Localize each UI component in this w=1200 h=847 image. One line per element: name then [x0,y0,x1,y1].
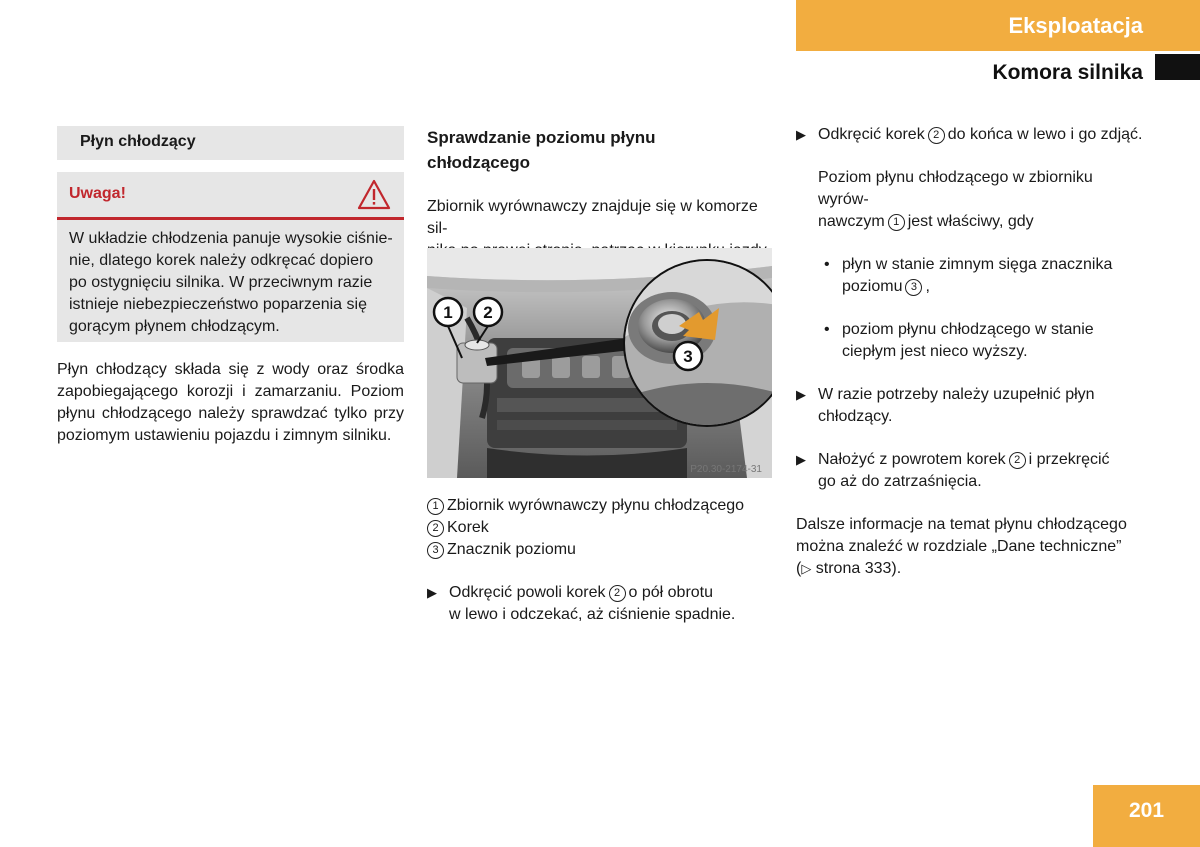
page-number: 201 [1093,785,1200,847]
bullet-warm-level [796,319,1143,363]
step-arrow-icon: ▶ [796,127,806,142]
step-text-part: Odkręcić korek [818,126,925,143]
text-part: Nałożyć z powrotem korek [818,451,1006,468]
chapter-title: Komora silnika [992,61,1143,84]
legend-text: Znacznik poziomu [447,541,576,558]
bullet-dot-icon: • [824,321,830,338]
text-part: i przekręcić [1028,451,1110,468]
text-part: , [925,278,930,295]
step-text-part: o pół obrotu [628,584,714,601]
legend-text: Korek [447,519,489,536]
warning-line: istnieje niebezpieczeństwo poparzenia się [69,296,367,313]
warning-triangle-icon [357,179,391,210]
bullet-dot-icon: • [824,256,830,273]
warning-line: nie, dlatego korek należy odkręcać dopiero [69,252,374,269]
step-text-part: Odkręcić powoli korek [449,584,606,601]
step-arrow-icon: ▶ [796,452,806,467]
photo-code: P20.30-2174-31 [690,464,762,475]
text-line: go aż do zatrzaśnięcia. [818,473,982,490]
step-unscrew-slowly [427,582,772,626]
heading-line: Sprawdzanie poziomu płynu [427,128,656,147]
warning-line: po ostygnięciu silnika. W przeciwnym razie [69,274,373,291]
step-refit-cap [796,449,1143,493]
svg-text:1: 1 [443,303,453,322]
number-1-icon: 1 [888,214,905,231]
number-3-icon: 3 [905,279,922,296]
legend-text: Zbiornik wyrównawczy płynu chłodzącego [447,497,745,514]
legend-item [427,539,772,561]
number-2-icon: 2 [928,127,945,144]
text-line: Dalsze informacje na temat płynu chłodzącego [796,516,1127,533]
step-top-up [796,384,1143,428]
text-line: ciepłym jest nieco wyższy. [842,343,1028,360]
callout-2-icon [474,298,502,326]
text-line: W razie potrzeby należy uzupełnić płyn [818,386,1095,403]
coolant-box-title: Płyn chłodzący [57,126,404,160]
warning-line: W układzie chłodzenia panuje wysokie ciśnie- [69,230,393,247]
engine-bay-illustration [427,248,772,478]
engine-bay-photo [427,248,772,478]
page-reference-link[interactable]: strona 333). [815,560,902,577]
level-correct-text [796,167,1143,233]
further-info-paragraph [796,514,1143,580]
warning-line: gorącym płynem chłodzącym. [69,318,280,335]
intro-line: Zbiornik wyrównawczy znajduje się w komorze sil- [427,198,758,237]
text-part: nawczym [818,213,885,230]
text-line: płyn w stanie zimnym sięga znacznika [842,256,1113,273]
number-2-icon: 2 [427,520,444,537]
svg-text:2: 2 [483,303,493,322]
text-line: Poziom płynu chłodzącego w zbiorniku wyrów- [818,169,1093,208]
text-line: poziom płynu chłodzącego w stanie [842,321,1094,338]
legend-item [427,495,772,517]
text-part: ( [796,560,802,577]
callout-3-icon [674,342,702,370]
step-text-line: w lewo i odczekać, aż ciśnienie spadnie. [449,606,736,623]
check-level-heading [427,125,772,175]
step-arrow-icon: ▶ [796,387,806,402]
page-reference-icon: ▷ [801,561,812,576]
warning-text [69,228,399,338]
number-2-icon: 2 [609,585,626,602]
text-part: poziomu [842,278,903,295]
svg-text:3: 3 [683,347,693,366]
step-arrow-icon: ▶ [427,585,437,600]
warning-title: Uwaga! [69,185,126,202]
callout-1-icon [434,298,462,326]
warning-box [57,172,404,342]
number-3-icon: 3 [427,542,444,559]
chapter-tab-marker [1155,54,1200,80]
warning-divider [57,217,404,220]
text-line: można znaleźć w rozdziale „Dane techniczne” [796,538,1122,555]
text-part: jest właściwy, gdy [907,213,1034,230]
section-banner: Eksploatacja [796,0,1200,51]
step-text-part: do końca w lewo i go zdjąć. [947,126,1143,143]
bullet-cold-level [796,254,1143,298]
number-1-icon: 1 [427,498,444,515]
right-column [796,124,1143,580]
coolant-intro-paragraph: Płyn chłodzący składa się z wody oraz środka zapobiegającego korozji i zamarzaniu. Poziom płynu chłodzącego należy sprawdzać tylko przy poziomym ustawieniu pojazdu i zimnym silniku. [57,361,404,444]
photo-legend [427,495,772,561]
text-line: chłodzący. [818,408,893,425]
step-remove-cap [796,124,1143,146]
heading-line: chłodzącego [427,153,530,172]
step-text [449,582,735,626]
number-2-icon: 2 [1009,452,1026,469]
legend-item [427,517,772,539]
